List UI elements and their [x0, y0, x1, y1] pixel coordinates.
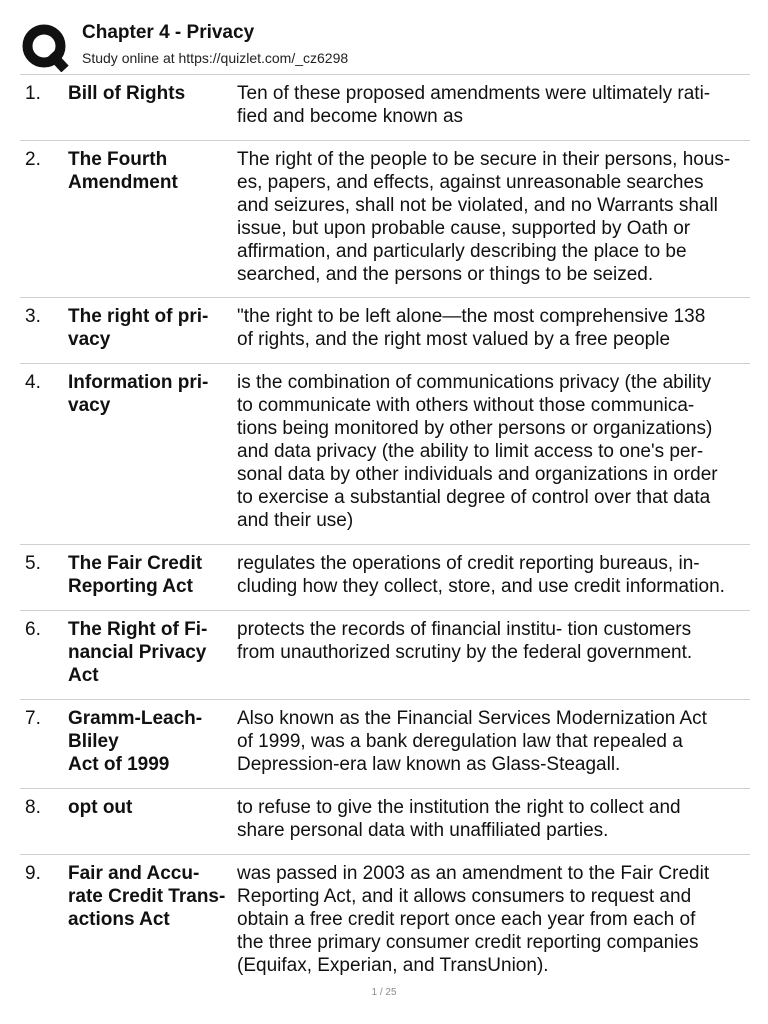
- card-definition: Also known as the Financial Services Modernization Act of 1999, was a bank deregulation law that repealed a Depression-era law known as Glass-Steagall.: [237, 708, 707, 775]
- flashcard-row: [20, 789, 750, 855]
- page-indicator: 1 / 25: [371, 987, 397, 998]
- card-term: The Right of Fi- nancial Privacy Act: [68, 619, 208, 686]
- flashcard-row: [20, 298, 750, 364]
- card-term: Bill of Rights: [68, 83, 186, 104]
- quizlet-logo-icon: [20, 22, 70, 72]
- study-online-link[interactable]: Study online at https://quizlet.com/_cz6298: [82, 50, 349, 66]
- card-definition: to refuse to give the institution the right to collect and share personal data with unaffiliated parties.: [237, 797, 681, 841]
- page-header: [20, 18, 750, 74]
- card-definition: was passed in 2003 as an amendment to the Fair Credit Reporting Act, and it allows consumers to request and obtain a free credit report once each year from each of the three primary consumer credit reporting companies (Equifax, Experian, and TransUnion).: [237, 863, 710, 976]
- card-number: 2.: [25, 149, 41, 170]
- card-number: 3.: [25, 306, 41, 327]
- card-number: 4.: [25, 372, 41, 393]
- card-term: The right of pri- vacy: [68, 306, 209, 350]
- card-definition: The right of the people to be secure in their persons, hous- es, papers, and effects, against unreasonable searches and seizures, shall not be violated, and no Warrants shall issue, but upon probable cause, supported by Oath or affirmation, and particularly describing the place to be searched, and the persons or things to be seized.: [237, 149, 731, 285]
- flashcard-row: [20, 364, 750, 545]
- card-term: Information pri- vacy: [68, 372, 209, 416]
- card-term: Fair and Accu- rate Credit Trans- actions Act: [68, 863, 226, 930]
- flashcard-row: [20, 855, 750, 990]
- card-term: Gramm-Leach-Bliley Act of 1999: [68, 708, 203, 775]
- flashcard-row: [20, 700, 750, 789]
- flashcard-list: [20, 75, 750, 990]
- card-number: 8.: [25, 797, 41, 818]
- card-definition: "the right to be left alone—the most comprehensive 138 of rights, and the right most valued by a free people: [237, 306, 706, 350]
- card-definition: is the combination of communications privacy (the ability to communicate with others without those communica- tions being monitored by other persons or organizations) and data privacy (the ability to limit access to one's per- sonal data by other individuals and organizations in order to exercise a substantial degree of control over that data and their use): [237, 372, 718, 531]
- flashcard-row: [20, 141, 750, 298]
- card-number: 6.: [25, 619, 41, 640]
- card-number: 7.: [25, 708, 41, 729]
- card-number: 9.: [25, 863, 41, 884]
- card-term: The Fourth Amendment: [68, 149, 178, 193]
- flashcard-row: [20, 545, 750, 611]
- card-definition: regulates the operations of credit reporting bureaus, in- cluding how they collect, store, and use credit information.: [237, 553, 725, 597]
- card-term: opt out: [68, 797, 133, 818]
- card-definition: Ten of these proposed amendments were ultimately rati- fied and become known as: [237, 83, 711, 127]
- card-term: The Fair Credit Reporting Act: [68, 553, 203, 597]
- card-number: 1.: [25, 83, 41, 104]
- flashcard-row: [20, 75, 750, 141]
- card-number: 5.: [25, 553, 41, 574]
- flashcard-row: [20, 611, 750, 700]
- card-definition: protects the records of financial institu- tion customers from unauthorized scrutiny by the federal government.: [237, 619, 693, 663]
- page-title: Chapter 4 - Privacy: [82, 22, 255, 43]
